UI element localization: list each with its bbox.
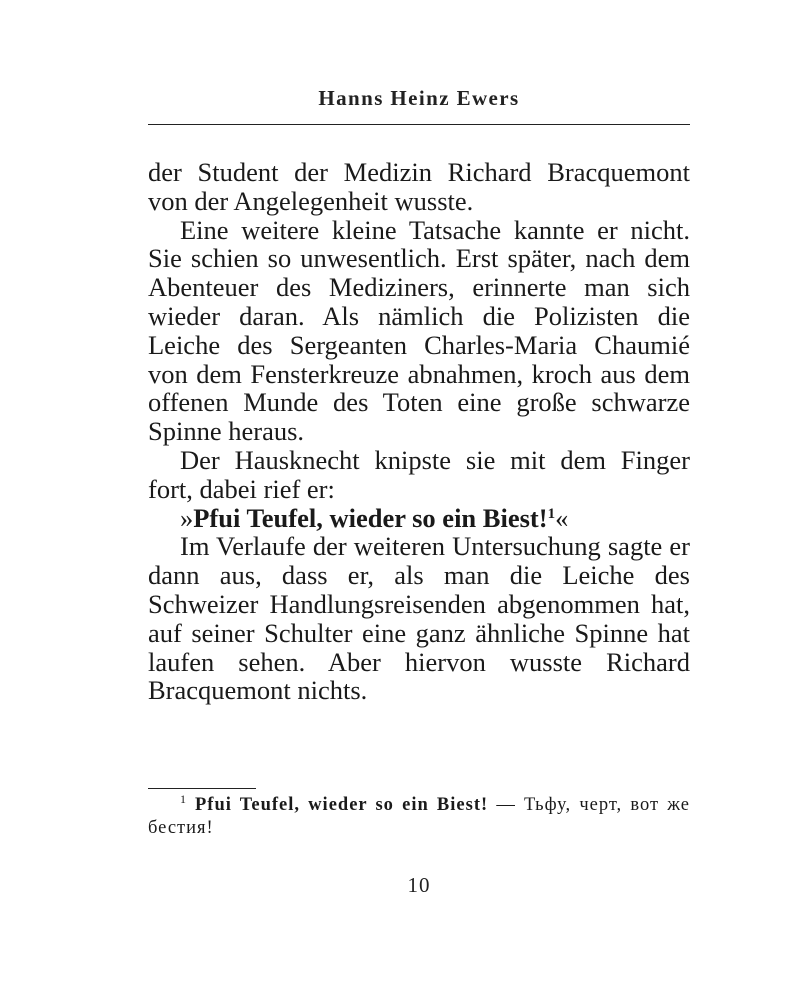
page-number: 10 xyxy=(407,873,431,897)
running-head: Hanns Heinz Ewers xyxy=(318,86,520,110)
close-quote: « xyxy=(555,502,569,533)
open-quote: » xyxy=(180,502,194,533)
paragraph: Der Hausknecht knipste sie mit dem Finger fort, dabei rief er: xyxy=(148,444,690,504)
footnote-reference: 1 xyxy=(547,505,556,522)
header-rule xyxy=(148,124,690,125)
footnote xyxy=(148,794,690,840)
exclamation-line xyxy=(148,504,690,533)
body-text xyxy=(148,158,690,705)
footnote-term: Pfui Teufel, wieder so ein Biest! xyxy=(195,795,489,815)
footnote-translation: — Тьфу, черт, вот же бестия! xyxy=(148,795,690,838)
footnote-mark: 1 xyxy=(180,792,187,806)
paragraph: der Student der Medizin Richard Bracquemont von der Angelegenheit wusste. xyxy=(148,157,690,216)
paragraph: Im Verlaufe der weiteren Untersuchung sagte er dann aus, dass er, als man die Leiche des Schweizer Handlungsreisenden abgenommen hat, auf seiner Schulter eine ganz ähnliche Spinne hat laufen sehen. Aber hiervon wusste Richard Bracquemont nichts. xyxy=(148,531,690,706)
paragraph: Eine weitere kleine Tatsache kannte er nicht. Sie schien so unwesentlich. Erst später, nach dem Abenteuer des Mediziners, erinnerte man sich wieder daran. Als nämlich die Polizisten die Leiche des Sergeanten Charles-Maria Chaumié von dem Fensterkreuze abnahmen, kroch aus dem offenen Munde des Toten eine große schwarze Spinne heraus. xyxy=(148,214,690,447)
footnote-rule xyxy=(148,788,256,789)
exclamation-text: Pfui Teufel, wieder so ein Biest! xyxy=(193,502,548,533)
